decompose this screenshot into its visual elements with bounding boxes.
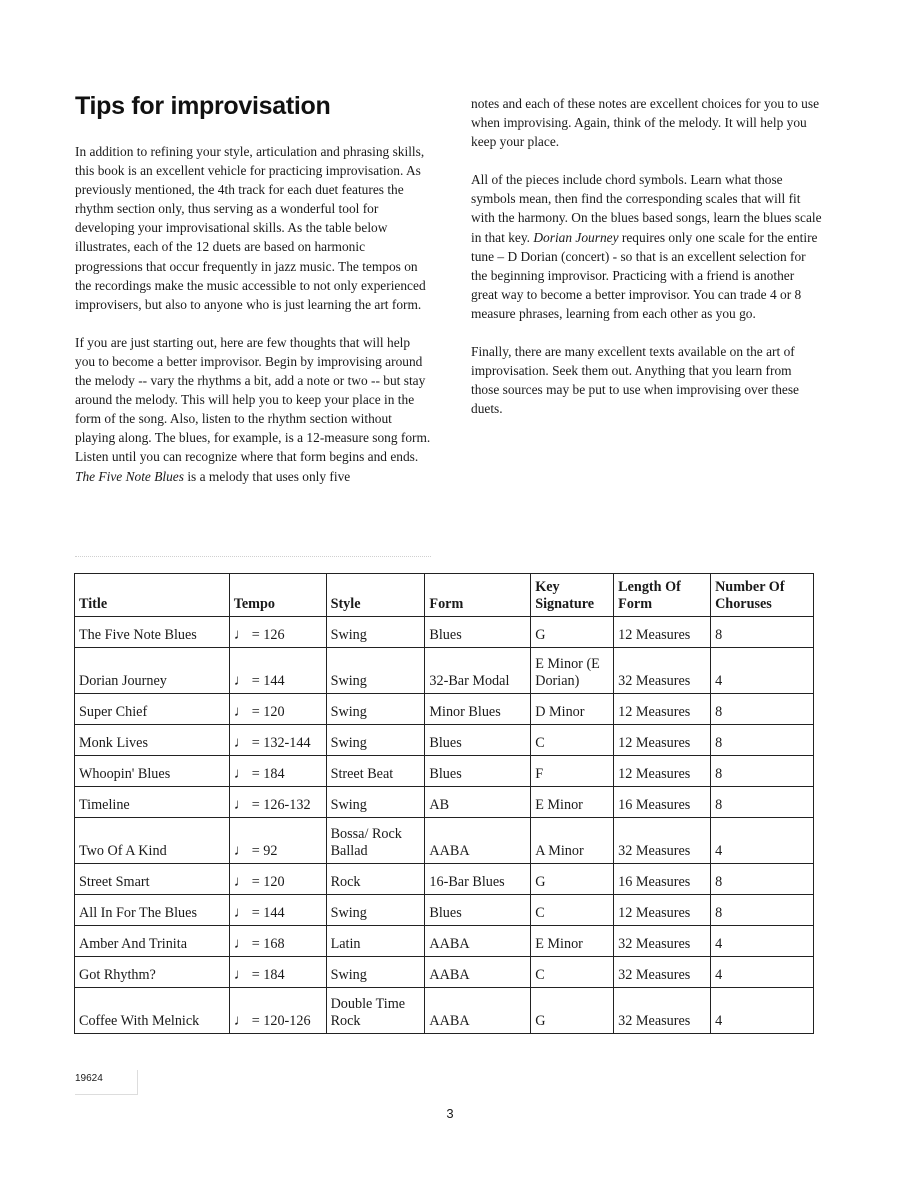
tempo-value: = 120-126	[251, 1013, 311, 1029]
right-column	[471, 94, 823, 437]
header-form: Form	[425, 574, 531, 617]
cell-form: 16-Bar Blues	[425, 864, 531, 895]
cell-length: 32 Measures	[614, 818, 711, 864]
cell-key: C	[531, 895, 614, 926]
cell-title: Super Chief	[75, 694, 230, 725]
left-column	[75, 142, 431, 505]
paragraph-chord-symbols: All of the pieces include chord symbols. Learn what those symbols mean, then find the corresponding scales that will fit with the harmony. On the blues based songs, learn the blues scale in that key. Dorian Journey requires only one scale for the entire tune – D Dorian (concert) - so that is an excellent selection for the beginning improvisor. Practicing with a friend is another great way to become a better improvisor. You can trade 4 or 8 measure phrases, learning from each other as you go.	[471, 172, 822, 321]
cell-style: Swing	[326, 895, 425, 926]
cell-key: G	[531, 988, 614, 1034]
cell-title: Two Of A Kind	[75, 818, 230, 864]
cell-choruses: 8	[711, 787, 814, 818]
cell-title: Street Smart	[75, 864, 230, 895]
quarter-note-icon: ♩	[233, 843, 249, 859]
cell-key: E Minor	[531, 926, 614, 957]
quarter-note-icon: ♩	[233, 704, 249, 720]
cell-length: 12 Measures	[614, 895, 711, 926]
cell-style: Rock	[326, 864, 425, 895]
cell-tempo	[229, 926, 326, 957]
title-dorian-journey: Dorian Journey	[533, 229, 619, 245]
cell-title: The Five Note Blues	[75, 617, 230, 648]
quarter-note-icon: ♩	[233, 874, 249, 890]
tempo-value: = 132-144	[251, 735, 311, 751]
cell-style: Swing	[326, 617, 425, 648]
cell-key: C	[531, 725, 614, 756]
cell-choruses: 8	[711, 694, 814, 725]
cell-key: C	[531, 957, 614, 988]
cell-key: F	[531, 756, 614, 787]
cell-tempo	[229, 694, 326, 725]
cell-length: 16 Measures	[614, 864, 711, 895]
table-row	[75, 756, 814, 787]
cell-key: G	[531, 617, 614, 648]
cell-choruses: 4	[711, 818, 814, 864]
cell-tempo	[229, 756, 326, 787]
cell-tempo	[229, 725, 326, 756]
cell-title: Amber And Trinita	[75, 926, 230, 957]
cell-tempo	[229, 988, 326, 1034]
tempo-value: = 126	[251, 627, 285, 643]
cell-choruses: 8	[711, 864, 814, 895]
cell-choruses: 8	[711, 895, 814, 926]
tempo-value: = 120	[251, 874, 285, 890]
quarter-note-icon: ♩	[233, 797, 249, 813]
cell-form: Blues	[425, 617, 531, 648]
tempo-value: = 184	[251, 766, 285, 782]
cell-choruses: 4	[711, 988, 814, 1034]
tempo-value: = 126-132	[251, 797, 311, 813]
cell-tempo	[229, 864, 326, 895]
tempo-value: = 184	[251, 967, 285, 983]
cell-length: 12 Measures	[614, 694, 711, 725]
tempo-value: = 92	[251, 843, 278, 859]
cell-key: D Minor	[531, 694, 614, 725]
tunes-table	[74, 573, 814, 1034]
cell-form: AABA	[425, 988, 531, 1034]
header-number-of-choruses: Number Of Choruses	[711, 574, 814, 617]
table-row	[75, 926, 814, 957]
cell-length: 32 Measures	[614, 648, 711, 694]
table-row	[75, 648, 814, 694]
table-row	[75, 864, 814, 895]
cell-choruses: 4	[711, 648, 814, 694]
cell-style: Street Beat	[326, 756, 425, 787]
cell-style: Swing	[326, 694, 425, 725]
cell-choruses: 8	[711, 756, 814, 787]
cell-tempo	[229, 895, 326, 926]
cell-tempo	[229, 617, 326, 648]
cell-form: AB	[425, 787, 531, 818]
cell-form: Blues	[425, 725, 531, 756]
cell-key: A Minor	[531, 818, 614, 864]
table-header-row	[75, 574, 814, 617]
table-row	[75, 694, 814, 725]
table-row	[75, 725, 814, 756]
cell-title: Whoopin' Blues	[75, 756, 230, 787]
tempo-value: = 168	[251, 936, 285, 952]
cell-choruses: 4	[711, 957, 814, 988]
cell-length: 12 Measures	[614, 617, 711, 648]
quarter-note-icon: ♩	[233, 627, 249, 643]
quarter-note-icon: ♩	[233, 967, 249, 983]
column-divider	[75, 556, 431, 557]
cell-tempo	[229, 787, 326, 818]
cell-style: Bossa/ Rock Ballad	[326, 818, 425, 864]
header-length-of-form: Length Of Form	[614, 574, 711, 617]
cell-form: AABA	[425, 926, 531, 957]
cell-style: Swing	[326, 957, 425, 988]
header-key-signature: Key Signature	[531, 574, 614, 617]
quarter-note-icon: ♩	[233, 766, 249, 782]
cell-style: Swing	[326, 725, 425, 756]
cell-tempo	[229, 957, 326, 988]
catalog-number: 19624	[75, 1073, 103, 1084]
cell-key: E Minor (E Dorian)	[531, 648, 614, 694]
cell-form: AABA	[425, 957, 531, 988]
cell-title: All In For The Blues	[75, 895, 230, 926]
cell-style: Latin	[326, 926, 425, 957]
header-style: Style	[326, 574, 425, 617]
page-heading: Tips for improvisation	[75, 92, 331, 120]
cell-tempo	[229, 648, 326, 694]
quarter-note-icon: ♩	[233, 936, 249, 952]
cell-choruses: 4	[711, 926, 814, 957]
cell-key: E Minor	[531, 787, 614, 818]
cell-length: 32 Measures	[614, 957, 711, 988]
paragraph-starting-out: If you are just starting out, here are few thoughts that will help you to become a better improvisor. Begin by improvising around the melody -- vary the rhythms a bit, add a note or two -- but stay around the melody. This will help you to keep your place in the form of the song. Also, listen to the rhythm section without playing along. The blues, for example, is a 12-measure song form. Listen until you can recognize where that form begins and ends. The Five Note Blues is a melody that uses only five	[75, 334, 431, 484]
paragraph-intro: In addition to refining your style, articulation and phrasing skills, this book is an excellent vehicle for practicing improvisation. As previously mentioned, the 4th track for each duet features the rhythm section only, thus serving as a wonderful tool for developing your improvisational skills. As the table below illustrates, each of the 12 duets are based on harmonic progressions that occur frequently in jazz music. The tempos on the recordings make the music accessible to not only experienced improvisers, but also to anyone who is just learning the art form.	[75, 144, 426, 312]
cell-choruses: 8	[711, 725, 814, 756]
quarter-note-icon: ♩	[233, 1013, 249, 1029]
table-body	[75, 617, 814, 1034]
quarter-note-icon: ♩	[233, 735, 249, 751]
header-title: Title	[75, 574, 230, 617]
header-tempo: Tempo	[229, 574, 326, 617]
table-row	[75, 818, 814, 864]
cell-form: Minor Blues	[425, 694, 531, 725]
cell-tempo	[229, 818, 326, 864]
table-row	[75, 988, 814, 1034]
cell-length: 16 Measures	[614, 787, 711, 818]
tempo-value: = 120	[251, 704, 285, 720]
cell-title: Got Rhythm?	[75, 957, 230, 988]
paragraph-finally: Finally, there are many excellent texts available on the art of improvisation. Seek them out. Anything that you learn from those sources may be put to use when improvising over these duets.	[471, 344, 800, 417]
quarter-note-icon: ♩	[233, 673, 249, 689]
cell-style: Double Time Rock	[326, 988, 425, 1034]
table-row	[75, 895, 814, 926]
page-number: 3	[446, 1106, 454, 1121]
cell-style: Swing	[326, 648, 425, 694]
cell-title: Coffee With Melnick	[75, 988, 230, 1034]
table-row	[75, 957, 814, 988]
cell-title: Dorian Journey	[75, 648, 230, 694]
cell-length: 12 Measures	[614, 756, 711, 787]
paragraph-continued: notes and each of these notes are excellent choices for you to use when improvising. Again, think of the melody. It will help you keep your place.	[471, 96, 820, 150]
cell-key: G	[531, 864, 614, 895]
tempo-value: = 144	[251, 673, 285, 689]
cell-form: Blues	[425, 756, 531, 787]
title-five-note-blues: The Five Note Blues	[75, 468, 184, 484]
cell-form: AABA	[425, 818, 531, 864]
cell-style: Swing	[326, 787, 425, 818]
cell-length: 12 Measures	[614, 725, 711, 756]
cell-title: Monk Lives	[75, 725, 230, 756]
cell-form: 32-Bar Modal	[425, 648, 531, 694]
table-row	[75, 787, 814, 818]
quarter-note-icon: ♩	[233, 905, 249, 921]
cell-length: 32 Measures	[614, 988, 711, 1034]
cell-length: 32 Measures	[614, 926, 711, 957]
table-row	[75, 617, 814, 648]
cell-title: Timeline	[75, 787, 230, 818]
cell-form: Blues	[425, 895, 531, 926]
tempo-value: = 144	[251, 905, 285, 921]
cell-choruses: 8	[711, 617, 814, 648]
